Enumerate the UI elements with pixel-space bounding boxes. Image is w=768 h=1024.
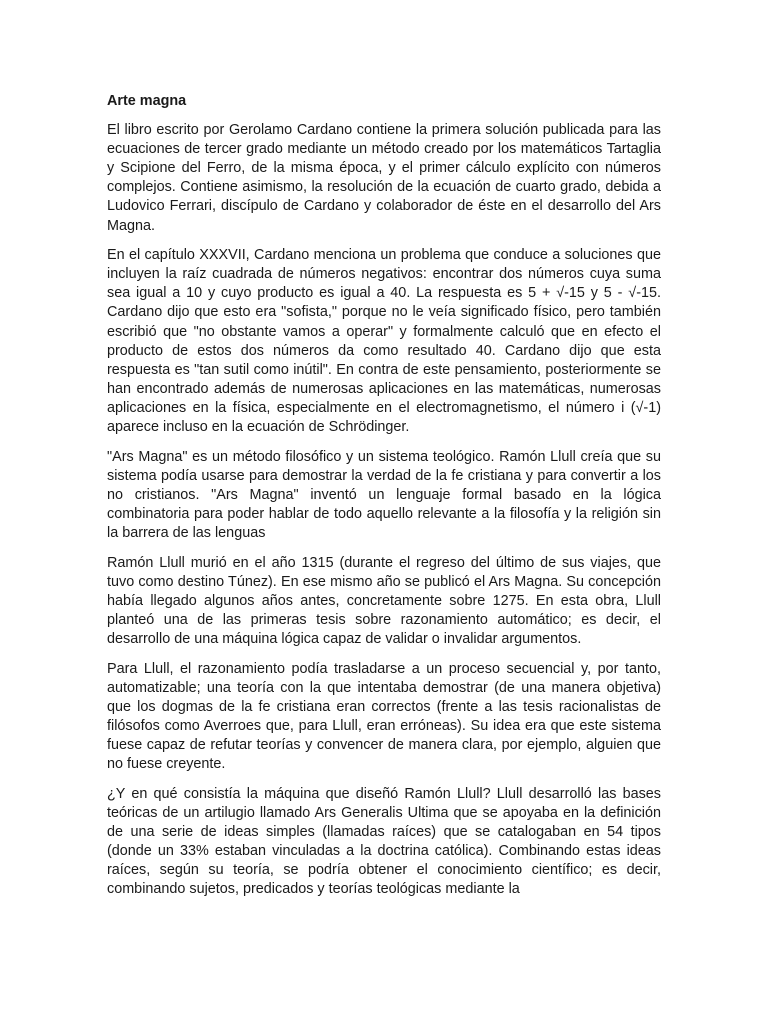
paragraph-cardano-book: El libro escrito por Gerolamo Cardano contiene la primera solución publicada para las ecuaciones de tercer grado mediante un método creado por los matemáticos Tartaglia y Scipione del Ferro, de la misma época, y el primer cálculo explícito con números complejos. Contiene asimismo, la resolución de la ecuación de cuarto grado, debida a Ludovico Ferrari, discípulo de Cardano y colaborador de éste en el desarrollo del Ars Magna.: [107, 122, 661, 234]
document-page: [107, 92, 661, 910]
paragraph-chapter-xxxvii: En el capítulo XXXVII, Cardano menciona un problema que conduce a soluciones que incluyen la raíz cuadrada de números negativos: encontrar dos números cuya suma sea igual a 10 y cuyo producto es igual a 40. La respuesta es 5 + √-15 y 5 - √-15. Cardano dijo que esto era "sofista," porque no le veía significado físico, pero también escribió que "no obstante vamos a operar" y formalmente calculó que en efecto el producto de estos dos números da como resultado 40. Cardano dijo que esta respuesta es "tan sutil como inútil". En contra de este pensamiento, posteriormente se han encontrado además de numerosas aplicaciones en las matemáticas, numerosas aplicaciones en la física, especialmente en el electromagnetismo, el número i (√-1) aparece incluso en la ecuación de Schrödinger.: [107, 247, 661, 435]
paragraph-llull-machine: ¿Y en qué consistía la máquina que diseñó Ramón Llull? Llull desarrolló las bases teóricas de un artilugio llamado Ars Generalis Ultima que se apoyaba en la definición de una serie de ideas simples (llamadas raíces) que se catalogaban en 54 tipos (donde un 33% estaban vinculadas a la doctrina católica). Combinando estas ideas raíces, según su teoría, se podría obtener el conocimiento científico; es decir, combinando sujetos, predicados y teorías teológicas mediante la: [107, 785, 661, 898]
paragraph-ars-magna-method: "Ars Magna" es un método filosófico y un sistema teológico. Ramón Llull creía que su sistema podía usarse para demostrar la verdad de la fe cristiana y para convertir a los no cristianos. "Ars Magna" inventó un lenguaje formal basado en la lógica combinatoria para poder hablar de todo aquello relevante a la filosofía y la religión sin la barrera de las lenguas: [107, 448, 661, 541]
paragraph-llull-reasoning: Para Llull, el razonamiento podía trasladarse a un proceso secuencial y, por tanto, automatizable; una teoría con la que intentaba demostrar (de una manera objetiva) que los dogmas de la fe cristiana eran correctos (frente a las tesis racionalistas de filósofos como Averroes que, para Llull, eran erróneas). Su idea era que este sistema fuese capaz de refutar teorías y convencer de manera clara, por ejemplo, alguien que no fuese creyente.: [107, 660, 661, 772]
document-title: Arte magna: [107, 93, 187, 109]
paragraph-llull-death: Ramón Llull murió en el año 1315 (durante el regreso del último de sus viajes, que tuvo como destino Túnez). En ese mismo año se publicó el Ars Magna. Su concepción había llegado algunos años antes, concretamente sobre 1275. En esta obra, Llull planteó una de las primeras tesis sobre razonamiento automático; es decir, el desarrollo de una máquina lógica capaz de validar o invalidar argumentos.: [107, 554, 661, 647]
